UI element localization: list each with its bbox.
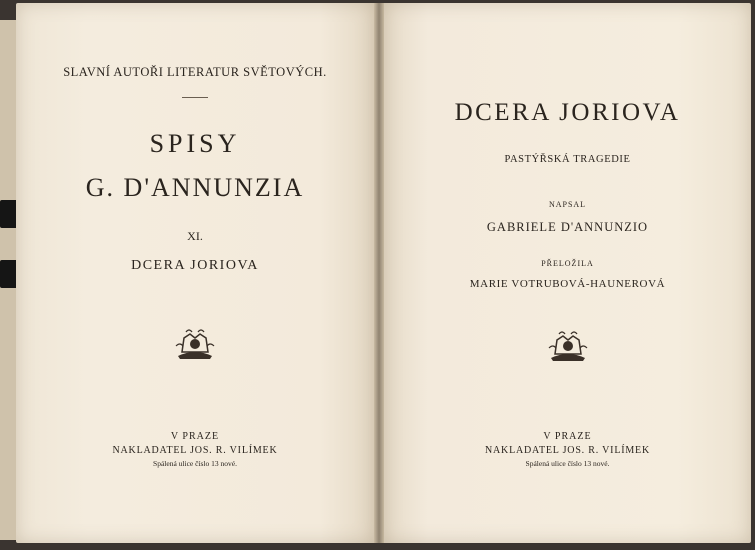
title: DCERA JORIOVA — [454, 99, 681, 126]
publisher-ornament-icon — [174, 326, 216, 360]
author-name: GABRIELE D'ANNUNZIO — [486, 220, 649, 234]
imprint-address: Spálená ulice číslo 13 nové. — [525, 459, 610, 468]
translated-by-label: PŘELOŽILA — [541, 259, 594, 268]
book-gutter — [374, 3, 384, 543]
author-collection-title: G. D'ANNUNZIA — [85, 173, 305, 202]
imprint-city: V PRAZE — [543, 431, 592, 442]
series-title: SLAVNÍ AUTOŘI LITERATUR SVĚTOVÝCH. — [63, 65, 327, 79]
subtitle: PASTÝŘSKÁ TRAGEDIE — [504, 154, 631, 165]
right-page — [384, 3, 751, 543]
left-page — [16, 3, 374, 543]
translator-name: MARIE VOTRUBOVÁ-HAUNEROVÁ — [469, 278, 666, 290]
divider — [182, 97, 208, 98]
imprint-publisher: NAKLADATEL JOS. R. VILÍMEK — [112, 445, 278, 456]
collection-title: SPISY — [149, 129, 241, 158]
volume-number: XI. — [187, 229, 203, 243]
written-by-label: NAPSAL — [548, 200, 587, 209]
imprint-publisher: NAKLADATEL JOS. R. VILÍMEK — [485, 445, 650, 456]
imprint-city: V PRAZE — [170, 431, 220, 442]
imprint-address: Spálená ulice číslo 13 nové. — [153, 459, 237, 468]
publisher-ornament-icon — [547, 328, 589, 362]
work-title: DCERA JORIOVA — [131, 258, 259, 273]
